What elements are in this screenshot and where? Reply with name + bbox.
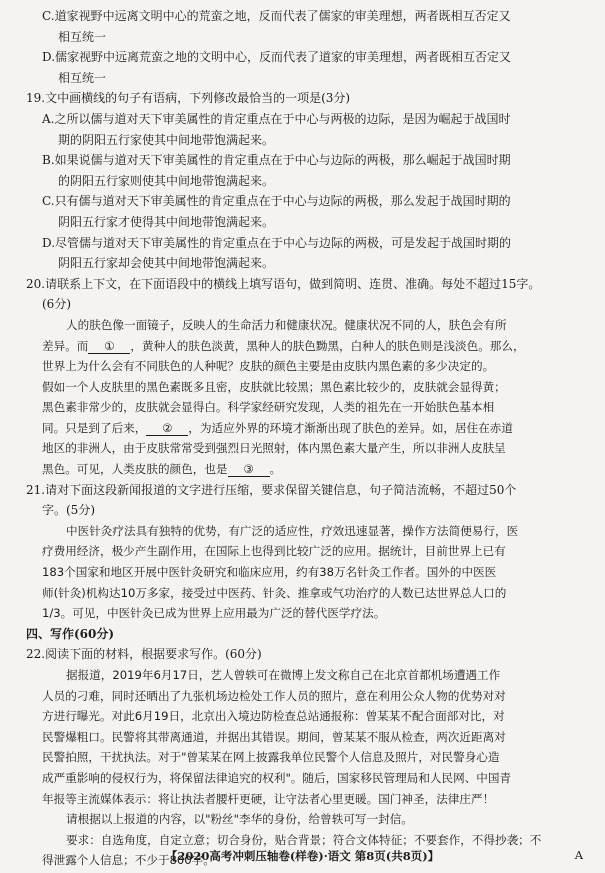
- blank-2: ②: [146, 421, 188, 436]
- q20-passage-line: 人的肤色像一面镜子，反映人的生命活力和健康状况。健康状况不同的人，肤色会有所: [66, 317, 507, 332]
- q19-stem: 19.文中画横线的句子有语病，下列修改最恰当的一项是(3分): [26, 91, 351, 106]
- question-19: [26, 88, 583, 273]
- q21-passage-line: 师(针灸)机构达10万多家，接受过中医药、针灸、推拿或气功治疗的人数已达世界总人口的: [42, 585, 507, 600]
- page-footer: 【2020高考冲刺压轴卷(样卷)·语文 第8页(共8页)】: [165, 849, 440, 863]
- question-20: [26, 274, 583, 480]
- paper-version-mark: A: [574, 848, 583, 862]
- q22-passage-line: 年报等主流媒体表示：将让执法者腰杆更硬，让守法者心里更暖。国门神圣，法律庄严！: [42, 791, 495, 806]
- q19-option-a: A.之所以儒与道对天下审美属性的肯定重点在于中心与两极的边际，是因为崛起于战国时: [42, 111, 511, 126]
- q22-passage-line: 据报道，2019年6月17日，艺人曾轶可在微博上发文称自己在北京首都机场遭遇工作: [66, 668, 501, 682]
- q20-text: 黑色。可见，人类皮肤的颜色，也是: [42, 462, 228, 477]
- q21-passage-line: 1/3。可见，中医针灸已成为世界上应用最为广泛的替代医学疗法。: [42, 606, 386, 621]
- q20-text: 。: [269, 462, 282, 477]
- q19-option-c: C.只有儒与道对天下审美属性的肯定重点在于中心与边际的两极，那么发起于战国时期的: [42, 194, 511, 209]
- q19-option-d: D.尽管儒与道对天下审美属性的肯定重点在于中心与边际的两极，可是发起于战国时期的: [42, 235, 512, 250]
- q22-passage-line: 民警爆粗口。民警将其带离通道，并据出其错误。期间，曾某某不服从检查，两次近距离对: [42, 729, 506, 744]
- question-18-options: [26, 6, 583, 88]
- q22-requirements-cont: 得泄露个人信息；不少于800字。: [42, 853, 215, 868]
- q20-passage-line: [26, 459, 583, 480]
- q21-stem: 21.请对下面这段新闻报道的文字进行压缩，要求保留关键信息，句子简洁流畅，不超过50个: [26, 482, 517, 497]
- q22-requirements: 要求：自选角度，自定立意；切合身份，贴合背景；符合文体特征；不要套作，不得抄袭；不: [66, 832, 542, 847]
- blank-1: ①: [88, 339, 130, 354]
- question-21: [26, 480, 583, 624]
- q22-stem: 22.阅读下面的材料，根据要求写作。(60分): [26, 647, 262, 662]
- q20-passage-line: 黑色素非常少的，皮肤就会显得白。科学家经研究发现，人类的祖先在一开始肤色基本相: [42, 400, 495, 415]
- q20-text: ，黄种人的肤色淡黄，黑种人的肤色黝黑，白种人的肤色则是浅淡色。那么，: [130, 338, 525, 353]
- q21-passage-line: 183个国家和地区开展中医针灸研究和临床应用，约有38万名针灸工作者。国外的中医医: [42, 565, 497, 580]
- q20-passage-line: 假如一个人皮肤里的黑色素既多且密，皮肤就比较黑；黑色素比较少的，皮肤就会显得黄；: [42, 379, 506, 394]
- q22-passage-line: 方进行曝光。对此6月19日，北京出入境边防检查总站通报称：曾某某不配合面部对比，对: [42, 709, 505, 724]
- q20-text: 同。只是到了后来，: [42, 420, 147, 435]
- q20-passage-line: [26, 336, 583, 357]
- q20-passage-line: [26, 418, 583, 439]
- q20-stem: 20.请联系上下文，在下面语段中的横线上填写语句，做到简明、连贯、准确。每处不超过15字。: [26, 276, 541, 291]
- q18-option-c: C.道家视野中远离文明中心的荒蛮之地，反而代表了儒家的审美理想，两者既相互否定又: [42, 9, 511, 23]
- q19-option-c-cont: 阴阳五行家才使得其中间地带饱满起来。: [58, 214, 275, 229]
- question-22: [26, 644, 583, 871]
- q20-text: ，为适应外界的环境才渐渐出现了肤色的差异。如，居住在赤道: [188, 420, 513, 435]
- q18-option-c-cont: 相互统一: [58, 29, 107, 44]
- q20-passage-line: 世界上为什么会有不同肤色的人种呢？皮肤的颜色主要是由皮肤内黑色素的多少决定的。: [42, 359, 495, 374]
- q20-text: 差异。而: [42, 338, 89, 353]
- q22-passage-line: 人员的刁难，同时还晒出了九张机场边检处工作人员的照片，意在利用公众人物的优势对对: [42, 688, 506, 703]
- q21-passage-line: 疗费用经济，极少产生副作用，在国际上也得到比较广泛的应用。据统计，目前世界上已有: [42, 544, 506, 559]
- q18-option-d-cont: 相互统一: [58, 70, 107, 85]
- q22-prompt: 请根据以上报道的内容，以"粉丝"李华的身份，给曾轶可写一封信。: [66, 812, 413, 827]
- q19-option-d-cont: 阴阳五行家却会使其中间地带饱满起来。: [58, 256, 275, 271]
- blank-3: ③: [228, 462, 270, 477]
- q21-passage-line: 中医针灸疗法具有独特的优势，有广泛的适应性，疗效迅速显著，操作方法简便易行，医: [66, 523, 519, 538]
- q20-stem-cont: (6分): [42, 297, 71, 312]
- q19-option-b-cont: 的阴阳五行家则使其中间地带饱满起来。: [58, 173, 275, 188]
- q20-passage-line: 地区的非洲人，由于皮肤常常受到强烈日光照射，体内黑色素大量产生，所以非洲人皮肤呈: [42, 441, 506, 456]
- q19-option-a-cont: 期的阴阳五行家使其中间地带饱满起来。: [58, 132, 275, 147]
- q22-passage-line: 成严重影响的侵权行为，将保留法律追究的权利"。随后，国家移民管理局和人民网、中国青: [42, 770, 512, 785]
- q18-option-d: D.儒家视野中远离荒蛮之地的文明中心，反而代表了道家的审美理想，两者既相互否定又: [42, 50, 512, 65]
- q19-option-b: B.如果说儒与道对天下审美属性的肯定重点在于中心与边际的两极，那么崛起于战国时期: [42, 153, 511, 168]
- section-heading-writing: 四、写作(60分): [26, 626, 115, 641]
- q21-stem-cont: 字。(5分): [42, 503, 95, 518]
- q22-passage-line: 民警拍照，干扰执法。对于"曾某某在网上披露我单位民警个人信息及照片，对民警身心造: [42, 750, 500, 765]
